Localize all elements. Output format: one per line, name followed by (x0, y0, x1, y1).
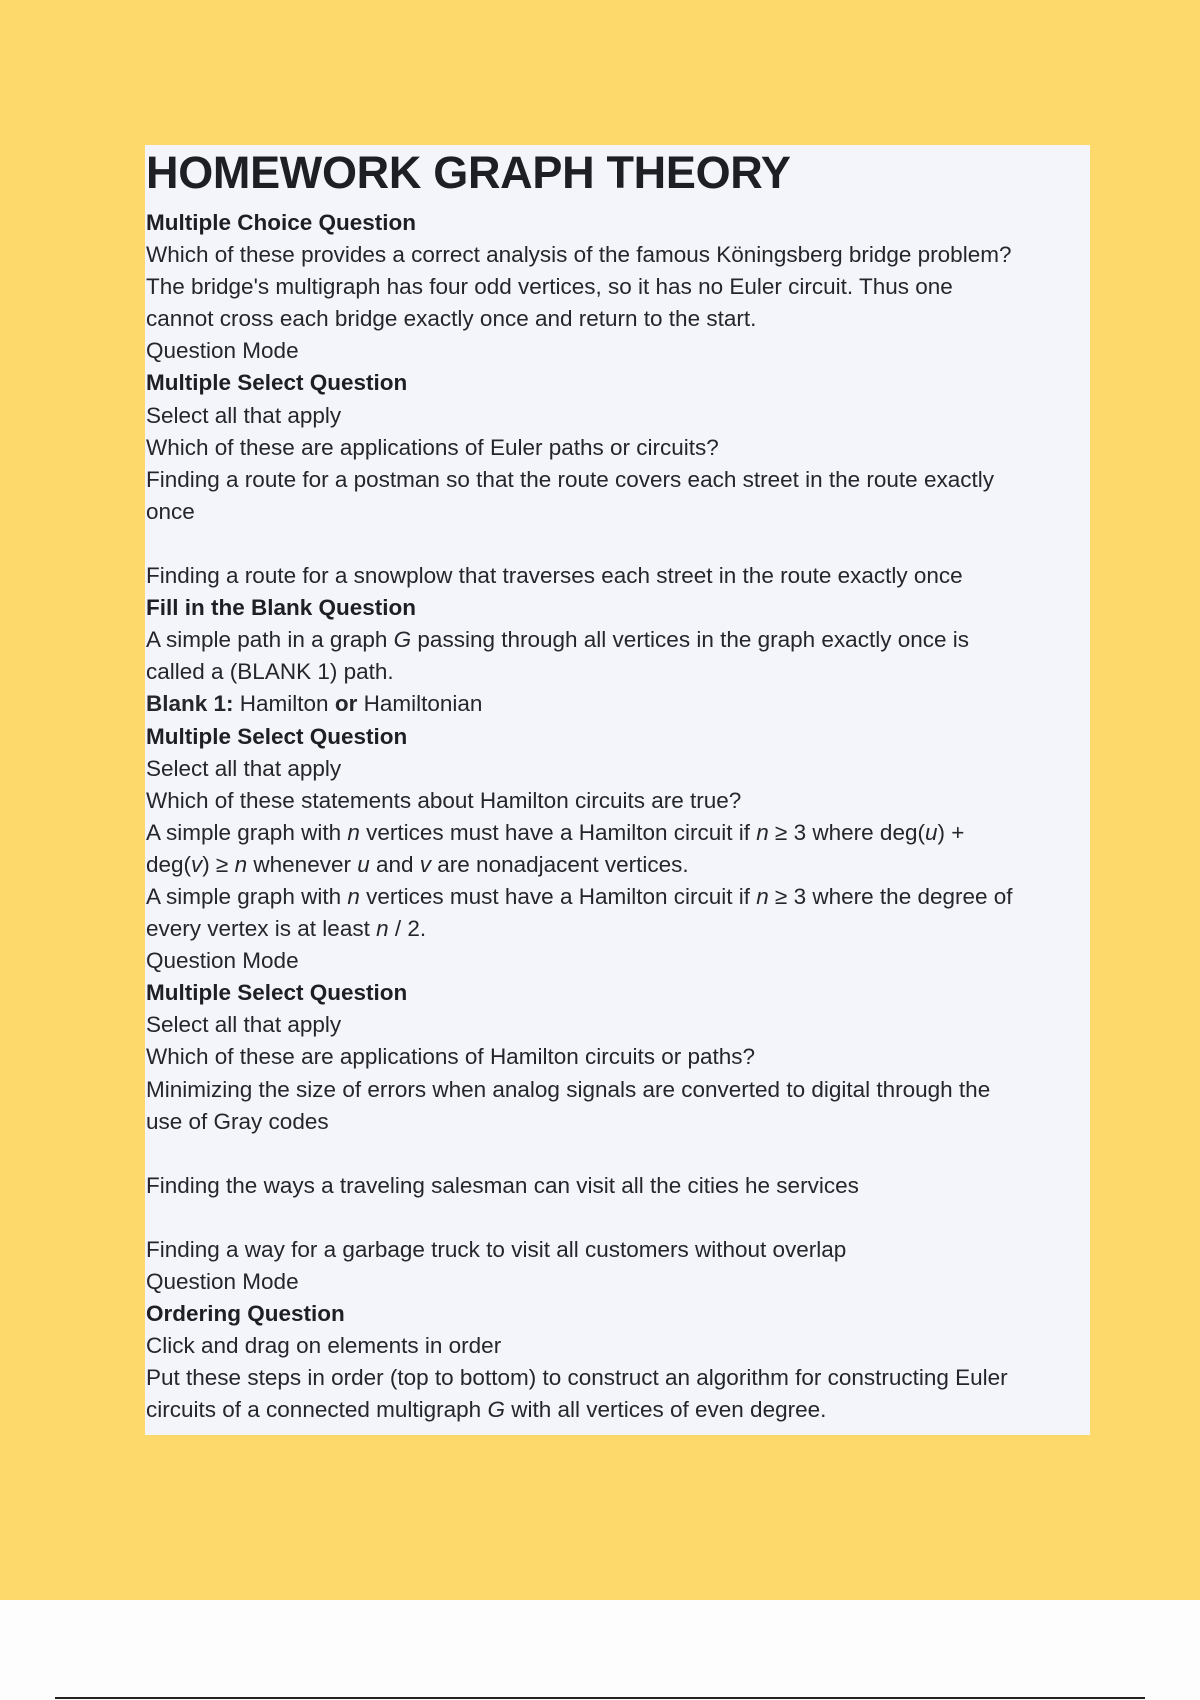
question-type-heading: Multiple Choice Question (146, 210, 417, 235)
text-run: n (234, 851, 248, 877)
question-text: Which of these provides a correct analysis of the famous Köningsberg bridge problem? (146, 242, 1012, 268)
instruction-text: Select all that apply (146, 1012, 342, 1038)
question-mode-label: Question Mode (146, 1269, 299, 1295)
text-run: A simple graph with (146, 819, 348, 845)
text-run: Hamiltonian (357, 691, 483, 717)
question-text: called a (BLANK 1) path. (146, 659, 394, 685)
question-type-heading: Fill in the Blank Question (146, 595, 417, 621)
question-mode-label: Question Mode (146, 338, 299, 364)
text-run: A simple path in a graph (146, 627, 394, 653)
text-run: whenever (247, 851, 358, 877)
answer-text (146, 881, 1090, 913)
answer-text: Finding a route for a snowplow that traverses each street in the route exactly once (146, 563, 963, 589)
question-type-heading: Multiple Select Question (146, 980, 408, 1006)
text-run: deg( (146, 851, 192, 877)
text-run: ) + (937, 819, 965, 845)
answer-text: Finding a way for a garbage truck to visit all customers without overlap (146, 1237, 847, 1262)
text-run: and (369, 851, 420, 877)
answer-text: use of Gray codes (146, 1108, 329, 1134)
text-run: vertices must have a Hamilton circuit if (359, 819, 757, 845)
text-run: every vertex is at least (146, 916, 377, 942)
instruction-text: Click and drag on elements in order (146, 1333, 502, 1359)
document-title: HOMEWORK GRAPH THEORY (146, 147, 791, 198)
instruction-text: Select all that apply (146, 402, 342, 428)
document-body (146, 207, 1090, 1427)
text-run: A simple graph with (146, 883, 348, 909)
blank-answer (146, 688, 1090, 720)
text-run: v (191, 851, 203, 877)
text-run: passing through all vertices in the graph exactly once is (411, 627, 969, 653)
text-run: Blank 1: (146, 691, 234, 717)
spacer (146, 528, 1090, 560)
answer-text: Finding a route for a postman so that the route covers each street in the route exactly (146, 466, 994, 492)
answer-text: Minimizing the size of errors when analog signals are converted to digital through the (146, 1076, 991, 1102)
question-text (146, 1394, 1090, 1426)
footer-divider (55, 1697, 1145, 1699)
text-run: Hamilton (233, 691, 335, 717)
text-run: / 2. (388, 916, 427, 942)
text-run: ≥ 3 where the degree of (768, 883, 1013, 909)
question-text: Which of these are applications of Euler paths or circuits? (146, 434, 719, 460)
question-mode-label: Question Mode (146, 948, 299, 974)
text-run: v (419, 851, 432, 877)
question-type-heading: Multiple Select Question (146, 370, 408, 396)
text-run: are nonadjacent vertices. (431, 851, 689, 877)
text-run: n (376, 916, 389, 942)
text-run: n (347, 883, 360, 909)
text-run: G (393, 627, 412, 653)
answer-text: once (146, 498, 195, 524)
text-run: n (347, 819, 360, 845)
text-run: ) ≥ (202, 851, 235, 877)
answer-text: cannot cross each bridge exactly once and return to the start. (146, 306, 757, 332)
text-run: u (357, 851, 370, 877)
question-text: Which of these statements about Hamilton circuits are true? (146, 787, 742, 813)
question-type-heading: Ordering Question (146, 1301, 345, 1327)
answer-text (146, 849, 1090, 881)
question-text (146, 624, 1090, 656)
text-run: circuits of a connected multigraph (146, 1397, 488, 1423)
text-run: G (487, 1397, 505, 1423)
text-run: n (756, 819, 769, 845)
text-run: or (334, 691, 358, 717)
question-type-heading: Multiple Select Question (146, 723, 408, 749)
text-run: vertices must have a Hamilton circuit if (359, 883, 757, 909)
answer-text: The bridge's multigraph has four odd vertices, so it has no Euler circuit. Thus one (146, 274, 953, 300)
document-content (145, 145, 1090, 1435)
answer-text (146, 817, 1090, 849)
question-text: Which of these are applications of Hamilton circuits or paths? (146, 1044, 756, 1070)
spacer (146, 1138, 1090, 1170)
answer-text (146, 913, 1090, 945)
text-run: u (924, 819, 938, 845)
text-run: n (756, 883, 769, 909)
text-run: with all vertices of even degree. (504, 1397, 827, 1423)
instruction-text: Select all that apply (146, 755, 342, 781)
question-text: Put these steps in order (top to bottom) to construct an algorithm for constructing Euler (146, 1365, 1008, 1391)
spacer (146, 1202, 1090, 1234)
text-run: ≥ 3 where deg( (768, 819, 925, 845)
answer-text: Finding the ways a traveling salesman can visit all the cities he services (146, 1172, 859, 1198)
